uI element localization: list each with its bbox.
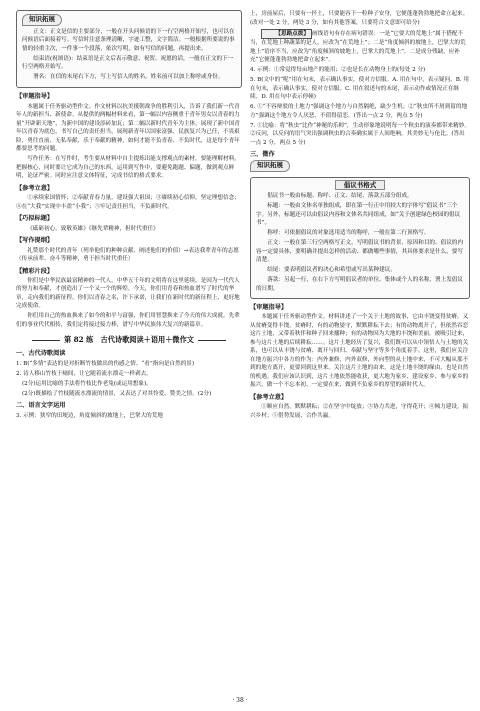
tips-heading: 【巧拟标题】 (16, 215, 54, 223)
writing-text: 礼赞那个时代的青年（列举他们的种种贡献、阐述他们的价值）→表达我辈青年的志愿（传承前辈、奋斗等精神，勇于担当时代重任） (16, 247, 239, 263)
letter-para: 标题：一般由文体名单独组成，即在第一行正中用较大的字体写“倡议书”三个字。另外，标题还可以由倡议内容和文体名共同组成，如“关于创建绿色校园的倡议书”。 (256, 203, 461, 227)
practice-title (16, 335, 242, 346)
letter-para: 正文：一般在第三行空两格写正文，写明倡议书的背景、原因和目的、倡议的内容一定要具体，要明确并提出怎样的活动、都做哪些事情，其具体要求是什么，要写清楚。 (256, 240, 463, 264)
guide-heading: 【审题指导】 (16, 93, 54, 101)
page-number: · 38 · (232, 696, 248, 704)
guide-heading-right: 【审题指导】 (250, 303, 288, 311)
question-4: 4. 示例：①常觉得每亩地产的能用；②也是长在动物身上的(每处 2 分) (250, 67, 426, 73)
hint-text: 画线语句有存在病句错误：一是“它要大的荒地上”属于搭配不当，在荒地上种蔬菜的是人，应改为“在荒地上”；二是“角度倾斜的坡地上，巴掌大的荒地上”语序不当，应改为“角度倾斜的坡地上，巴掌大的荒地上”，二是成分残缺，应补充“它便蓬蓬勃勃地把命立起来”。 (250, 30, 466, 63)
letter-format-box (250, 177, 470, 298)
reference-heading: 【参考立意】 (16, 184, 54, 192)
knowledge-box (16, 10, 242, 88)
letter-para: 落款：另起一行，在右下方写明倡议者的单位、集体或个人的名称，署上发倡议的日期。 (256, 277, 463, 292)
guide-para: 本题属于任务驱动型作文。作文材料以抗美援朝战争的胜利引入，告诉了我们新一代青年人的新担当、新使命。从提供的两幅材料来看，第一幅以内容侧重于青年男女以青春的力量“开辟新天地”，为新中国的建设添砖加瓦；第二幅以新时代青年为主体，展现了新中国青年以青春为底色，书写自己的责任担当，展现新青年以国家富强、民族复兴为己任，不畏艰险、勇往直前、无私奉献、乐于奉献的精神，如何才能不负青春、不负时代，这是每个青年都要思考的问题。 (16, 103, 240, 153)
letter-para: 倡议书一般由标题、称呼、正文、结尾、落款五部分组成。 (267, 193, 413, 200)
writing-heading: 【写作提纲】 (16, 237, 54, 245)
part1-heading: 一、古代诗歌阅读 (16, 350, 66, 358)
intro-text: 上，房前屋后，只要有一抔土，只要能容下一粒种子安身，它便蓬蓬勃勃地把命立起来。(改对一处 2 分，两处 3 分，如有其他答案，只要符合文意即可给分) (250, 11, 469, 26)
question-5: 5. B(文中的“呢”用在句末，表示确认事实，使对方信服。A. 用在句中，表示疑问。B. 用在句末，表示确认事实，使对方信服。C. 用在叙述句的末尾，表示动作或情况正在继续。D. 用在句中表示停顿) (250, 77, 469, 100)
question-2: 2. 诗人移山竹枝于厕间，让它随着流水漂走一样剥去。 (16, 370, 152, 377)
right-column (250, 10, 470, 422)
knowledge-para: 署名：在信的末尾右下方，写上写信人的姓名，姓名前可以加上称呼或身份。 (33, 74, 224, 81)
question-3: 3. 示例：狭窄的田埂边，角度倾斜的坡地上，巴掌大的荒地 (16, 412, 163, 419)
question-2b: (2分)既描绘了竹枝随流水漂流的情景，又表达了对其怜爱、赞美之情。(2分) (22, 390, 212, 397)
part2-heading: 二、语言文字运用 (16, 402, 66, 410)
letter-para: 称呼：可依据倡议的对象选用适当的称呼，一般在第二行顶格写。 (267, 230, 430, 237)
question-1: 1. B(“多情”表达的是对折断竹枝做出的伤感之情。“看”指向是自然的景) (16, 360, 195, 367)
practice-title-text: 第 82 练 古代诗歌阅读＋语用＋微作文 (63, 335, 194, 345)
letter-para: 结尾：要表明倡议者的决心和希望或写出某种建议。 (267, 267, 396, 274)
knowledge-para: 正文：正文是信的主要部分，一般在开头问候语的下一行空两格开始写，也可以在问候语后面接着写。写信时注意条理清晰，字迹工整，文字简洁。一般根据所要说的事情的轻重主次，一件事一个段落，依次写明，如有写信的问题，再提出来。 (22, 28, 235, 52)
guide-para: 写作任务：在写作时，考生要从材料中自主提炼出能支撑观点的素材，要能理解材料，把握核心，同时要让它成为自己的东西，运用到写作中，要避免跑题、偏题，做到观点鲜明，论证严密。同时应注意文体特征，完成书信的格式要求。 (16, 156, 240, 180)
part3-heading: 三、微作 (250, 151, 275, 158)
reference-heading-right: 【参考立意】 (250, 393, 288, 401)
question-7: 7. ①比喻：将“秋虫”比作“神秘的乐师”，生动形象地说明每一个秋虫的演奏都带来精妙。②反问，以反问的语气突出强调秋虫的合奏确实属于人间绝响，其美妙无与伦比。(答出一点 2 分，两点 5 分) (250, 122, 470, 146)
hint-label: 【思路点拨】 (261, 29, 312, 40)
title-rule (198, 340, 226, 341)
reference-text: ①承续家国情怀；②奉献青春力量，建设强大祖国；③赓续初心信仰，坚定理想信念；④在“大我”实现中丰盈“小我”；⑤牢记责任担当，不负新时代。 (16, 195, 240, 210)
guide-text-right: 本题属于任务驱动型作文。材料讲述了一个关于土地的故事，它由丰饶变得贫瘠，又从贫瘠变得丰饶。贫瘠时，有的动物晏守，默默耕耘下去；有的动物离开了，但依然吞恋这片土地，又带着秋伴和种子回来播种；有的动物因为大地的丰饶和美丽，被吸引过来，参与这片土地的后续耕耘……。这片土地经历了复兴，我们既可以从中领悟人与土地的关系，也可以从丰饶与贫瘠、离开与回归、奉献与坚守等多个角度着手。这里，我们应关注在地方振兴中各方的作为：内外兼修，内外双修，外向型的从土地中来，不可大幅从那不到的地方离开，更要回到这里来。关注这片土地的由来，这是土地丰饶的缘由，也是自然的机遇。我们应该认识到，这片土地依然能收获，更大地为家乡、建设家乡、参与家乡的振兴，做一个不忘本初、一定要在来，做到不负家乡的厚望的新时代人。 (250, 314, 469, 389)
knowledge-title-right: 知识拓展 (250, 160, 290, 172)
reference-text-right: ①顺应自然，默默耕耘；②在坚守中绽放；③协力共进，守得花开；④倾力建设，振兴乡村；⑤借势发展，合作共赢。 (250, 404, 469, 419)
knowledge-box-title: 知识拓展 (22, 14, 62, 26)
letter-format-title (256, 181, 464, 191)
question-2a: (2分)运用比喻的手法将竹枝比作老兔(或运用想象)。 (22, 380, 152, 387)
excerpt-para: 你们是中华民族最富精神的一代人，中华五千年的文明将在这里延续，是因为一代代人的努力和奉献，才创造出了一个又一个的辉煌。今天，你们用青春和热血谱写了时代的华章，走向我们的新征程。你们以青春之名，许下承诺，让我们在新时代的新征程上，更好地完成使命。 (16, 277, 240, 310)
tips-text: 《砥砺初心，致敬英雄》《继先辈精神，担时代重任》 (27, 225, 159, 232)
excerpt-para: 你们用自己的热血换来了如今的和平与富强，你们用智慧换来了今天的伟大成就。先辈们的事业代代相传，我们定将接过接力棒，谱写中华民族伟大复兴的新篇章。 (16, 313, 240, 328)
hint-paragraph (250, 29, 470, 65)
excerpt-heading: 【精彩片段】 (16, 267, 54, 275)
title-rule (32, 340, 60, 341)
letter-format-title-text: 倡议书格式 (335, 180, 386, 190)
knowledge-para: 结束语(祝颂语)：结束语是正文后表示敬意、祝贺、祝愿的话，一般在正文的下一行空两格开始写。 (22, 55, 234, 71)
left-column (16, 10, 242, 422)
question-6: 6. ①“不容辩驳的土地力”强调这个地方与自然隔绝，缺少生机；②“秋虫所不屑到留的地方”强调这个地方令人厌恶、不值得留恋。(答出一点 2 分，两点 5 分) (250, 104, 468, 119)
